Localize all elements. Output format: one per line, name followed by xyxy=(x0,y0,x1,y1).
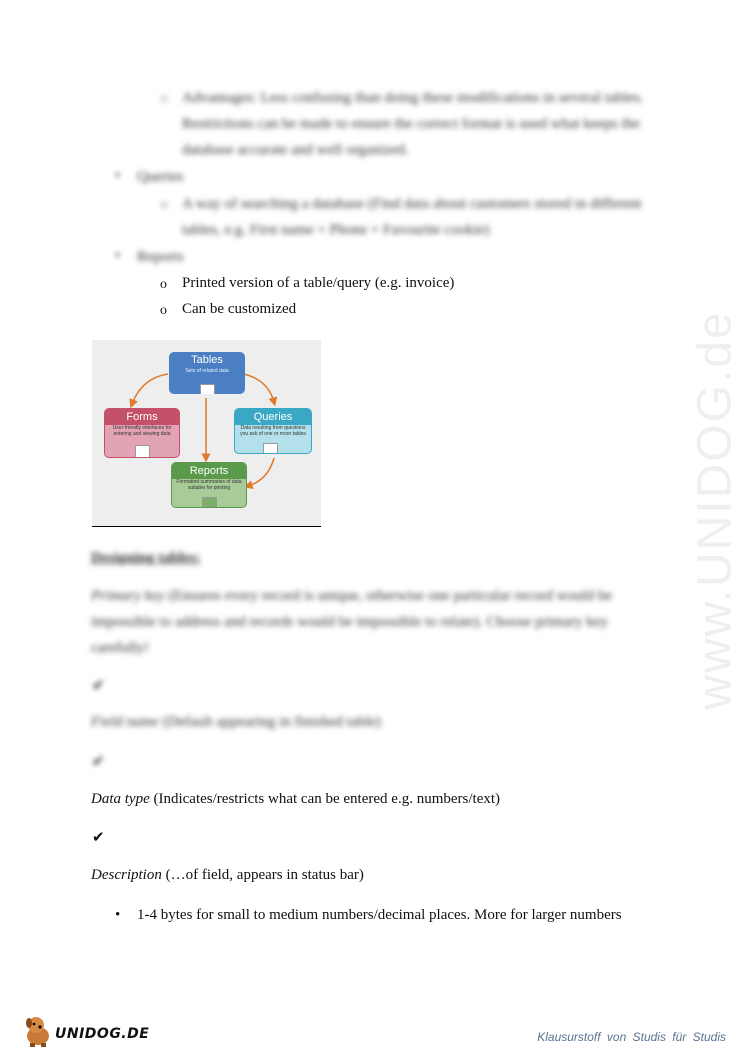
queries-title: Queries xyxy=(235,409,311,425)
bullet-marker: • xyxy=(115,168,121,184)
table-icon xyxy=(200,384,215,394)
advantages-line-1: Advantages: Less confusing than doing these modifications in several tables. xyxy=(182,90,644,106)
checkmark-icon: ✔ xyxy=(92,752,105,770)
primary-key-desc: (Ensures every record is unique, otherwise one particular record would be xyxy=(164,588,613,604)
query-icon xyxy=(263,443,278,454)
tables-node xyxy=(169,352,245,394)
queries-label: Queries xyxy=(137,169,184,185)
checkmark-icon: ✔ xyxy=(92,828,105,846)
description-desc: (…of field, appears in status bar) xyxy=(161,867,364,883)
tables-title: Tables xyxy=(191,354,223,366)
arrow-queries-to-reports xyxy=(248,458,274,486)
data-type-line xyxy=(91,791,500,808)
forms-node xyxy=(104,408,180,458)
advantages-line-3: database accurate and well organized. xyxy=(182,142,409,158)
reports-item-1: Printed version of a table/query (e.g. invoice) xyxy=(182,275,455,291)
field-name-line xyxy=(91,714,381,731)
field-name-desc: (Default appearing in finished table) xyxy=(158,714,381,730)
sub-bullet-marker: o xyxy=(160,277,167,292)
tables-desc: Sets of related data xyxy=(185,368,229,374)
footer-tagline: Klausurstoff von Studis für Studis xyxy=(537,1030,726,1044)
data-type-desc: (Indicates/restricts what can be entered e.g. numbers/text) xyxy=(149,791,501,807)
description-term: Description xyxy=(91,867,162,883)
reports-desc: Formatted summaries of data suitable for printing xyxy=(176,479,242,491)
data-type-term: Data type xyxy=(91,791,150,807)
reports-title: Reports xyxy=(172,463,246,479)
queries-node xyxy=(234,408,312,454)
field-name-term: Field name xyxy=(91,714,159,730)
queries-line-1: A way of searching a database (Find data about customers stored in different xyxy=(182,196,642,212)
bullet-marker: • xyxy=(115,907,121,923)
reports-item-2: Can be customized xyxy=(182,301,297,317)
queries-line-2: tables, e.g. First name + Phone + Favourite cookie) xyxy=(182,222,490,238)
footer-brand: UNIDOG.DE xyxy=(55,1026,150,1042)
primary-key-line-2: impossible to address and records would be impossible to relate). Choose primary key xyxy=(91,614,608,630)
reports-label: Reports xyxy=(137,249,184,265)
bullet-marker: • xyxy=(115,248,121,264)
arrow-tables-to-queries xyxy=(244,374,274,402)
primary-key-term: Primary key xyxy=(91,588,165,604)
sub-bullet-marker: ○ xyxy=(160,92,169,107)
advantages-line-2: Restrictions can be made to ensure the correct format is used what keeps the xyxy=(182,116,640,132)
reports-node xyxy=(171,462,247,508)
sub-bullet-marker: ○ xyxy=(160,198,169,213)
checkmark-icon: ✔ xyxy=(92,676,105,694)
report-icon xyxy=(202,497,217,508)
watermark: www.UNIDOG.de xyxy=(688,310,742,710)
forms-desc: User-friendly interfaces for entering and viewing data xyxy=(112,425,172,437)
forms-title: Forms xyxy=(105,409,179,425)
arrow-tables-to-forms xyxy=(132,374,168,404)
form-icon xyxy=(135,445,150,458)
diagram-underline xyxy=(92,526,321,527)
bytes-bullet-item: 1-4 bytes for small to medium numbers/decimal places. More for larger numbers xyxy=(137,907,622,923)
queries-desc: Data resulting from questions you ask of one or more tables xyxy=(240,425,306,437)
database-objects-diagram xyxy=(92,340,321,526)
section-heading: Designing tables: xyxy=(91,550,201,566)
description-line xyxy=(91,867,364,884)
dog-logo-icon xyxy=(22,1014,54,1048)
sub-bullet-marker: o xyxy=(160,303,167,318)
primary-key-line-3: carefully! xyxy=(91,640,150,656)
primary-key-line-1 xyxy=(91,588,612,605)
